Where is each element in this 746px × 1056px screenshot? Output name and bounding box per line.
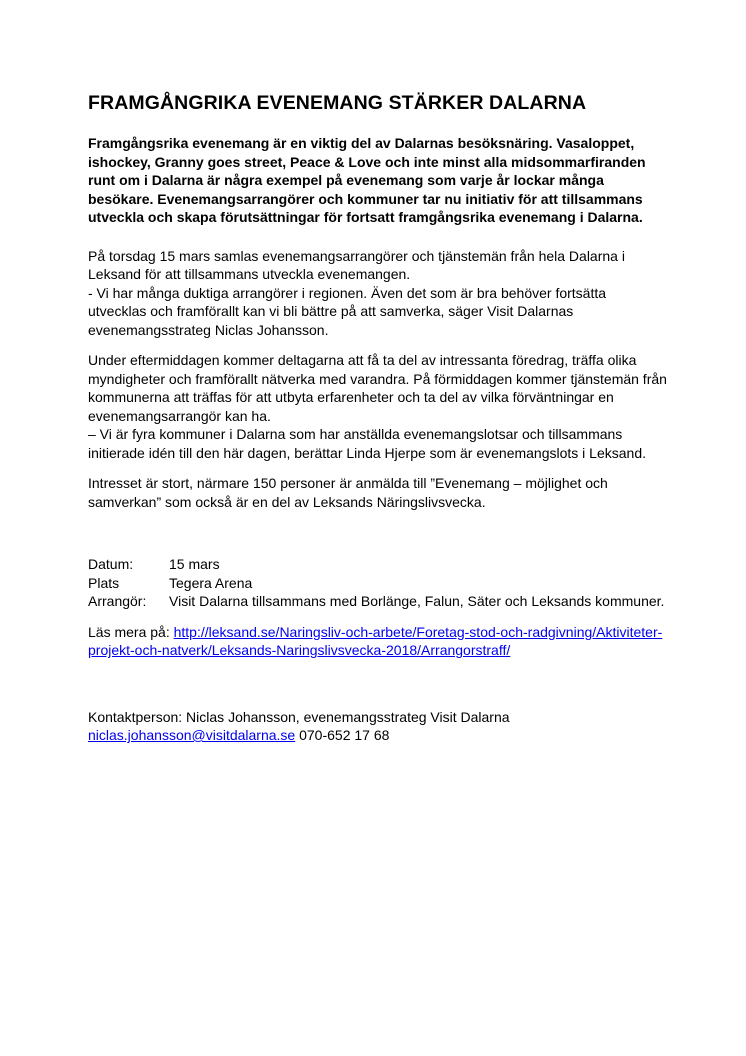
document-page [88, 88, 668, 757]
contact-email-link[interactable]: niclas.johansson@visitdalarna.se [88, 727, 296, 743]
paragraph-2-quote: – Vi är fyra kommuner i Dalarna som har anställda evenemangslotsar och tillsammans initierade idén till den här dagen, berättar Linda Hjerpe som är evenemangslots i Leksand. [88, 426, 647, 461]
event-facts [88, 555, 668, 611]
paragraph-1-text: På torsdag 15 mars samlas evenemangsarrangörer och tjänstemän från hela Dalarna i Leksand för att tillsammans utveckla evenemangen. [88, 247, 625, 282]
fact-label: Datum: [88, 556, 134, 572]
read-more [88, 623, 668, 660]
paragraph-2-text: Under eftermiddagen kommer deltagarna att få ta del av intressanta föredrag, träffa olika myndigheter och framförallt nätverka med varandra. På förmiddagen kommer tjänstemän från kommunerna att träffas för att utbyta erfarenheter och ta del av vilka förväntningar en evenemangsarrangör kan ha. [88, 352, 667, 424]
read-more-link[interactable]: http://leksand.se/Naringsliv-och-arbete/Foretag-stod-och-radgivning/Aktiviteter-projekt-och-natverk/Leksands-Naringslivsvecka-2018/Arrangorstraff/ [88, 623, 663, 658]
paragraph-1-quote: - Vi har många duktiga arrangörer i regionen. Även det som är bra behöver fortsätta utvecklas och framförallt kan vi bli bättre på att samverka, säger Visit Dalarnas evenemangsstrateg Niclas Johansson. [88, 284, 607, 338]
fact-row-place [88, 574, 668, 593]
page-title: FRAMGÅNGRIKA EVENEMANG STÄRKER DALARNA [88, 92, 587, 114]
fact-value: Visit Dalarna tillsammans med Borlänge, Falun, Säter och Leksands kommuner. [169, 593, 665, 609]
contact-person: Kontaktperson: Niclas Johansson, evenemangsstrateg Visit Dalarna [88, 708, 510, 725]
fact-value: Tegera Arena [169, 574, 253, 591]
read-more-label: Läs mera på: [88, 623, 174, 640]
fact-label: Plats [88, 574, 120, 591]
fact-row-date [88, 555, 668, 574]
body-paragraph-3: Intresset är stort, närmare 150 personer är anmälda till ”Evenemang – möjlighet och samverkan” som också är en del av Leksands Näringslivsvecka. [88, 475, 608, 510]
body-paragraph-1 [88, 247, 668, 340]
contact-block [88, 708, 668, 745]
fact-row-organizer [88, 592, 668, 611]
lead-paragraph: Framgångsrika evenemang är en viktig del av Dalarnas besöksnäring. Vasaloppet, ishockey, Granny goes street, Peace & Love och inte minst alla midsommarfiranden runt om i Dalarna är några exempel på evenemang som varje år lockar många besökare. Evenemangsarrangörer och kommuner tar nu initiativ för att tillsammans utveckla och skapa förutsättningar för fortsatt framgångsrika evenemang i Dalarna. [88, 135, 646, 225]
contact-phone: 070-652 17 68 [295, 727, 390, 743]
body-paragraph-2 [88, 351, 668, 462]
fact-value: 15 mars [169, 556, 220, 572]
fact-label: Arrangör: [88, 593, 147, 609]
